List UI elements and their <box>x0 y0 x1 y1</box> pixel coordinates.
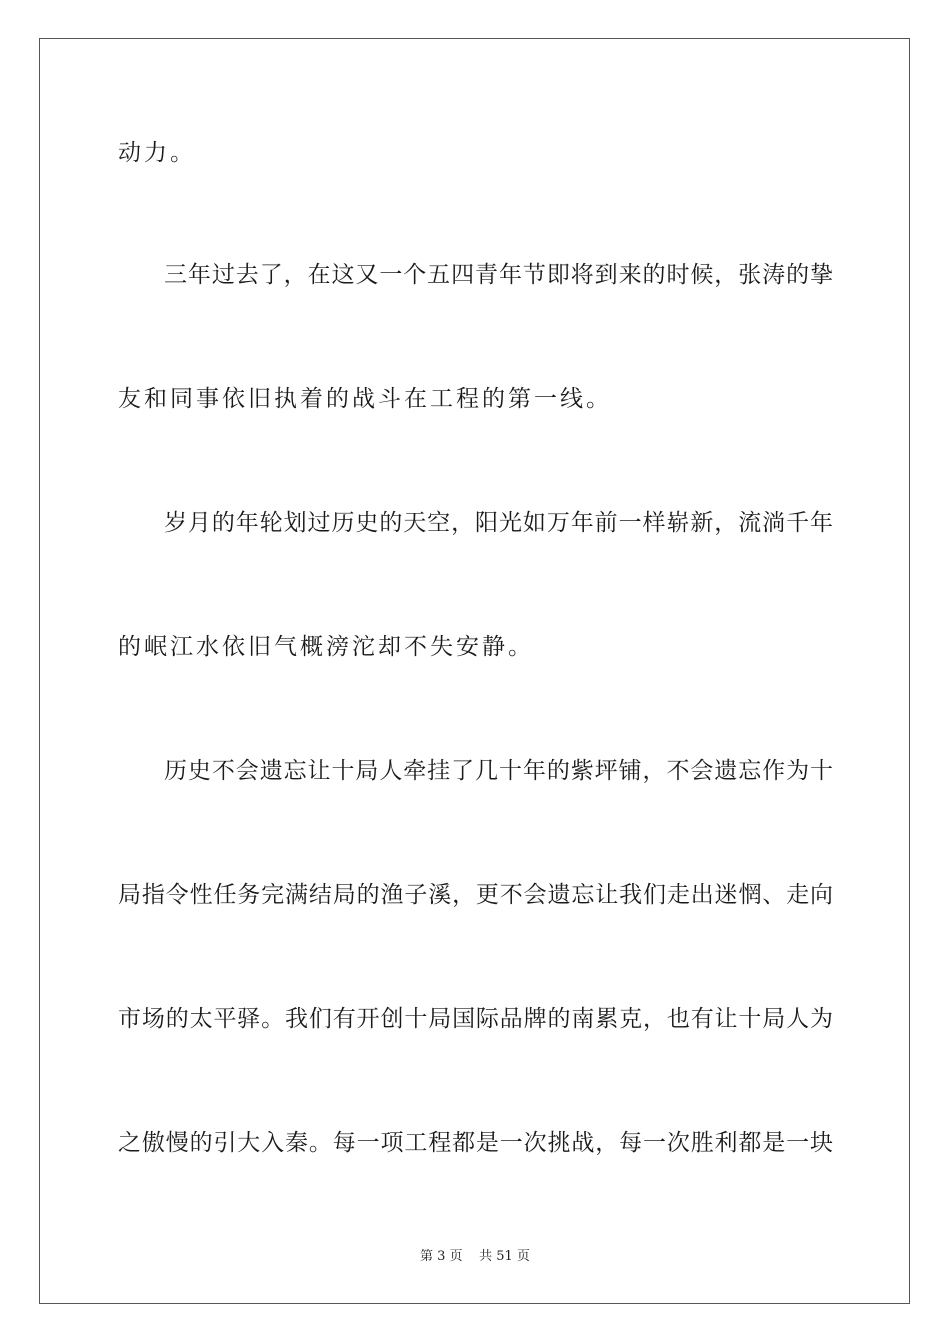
text-line-3: 友和同事依旧执着的战斗在工程的第一线。 <box>118 386 612 412</box>
page-number: 第 3 页 <box>420 1249 463 1264</box>
text-line-6: 历史不会遗忘让十局人牵挂了几十年的紫坪铺，不会遗忘作为十 <box>164 758 833 784</box>
text-line-2: 三年过去了，在这又一个五四青年节即将到来的时候，张涛的挚 <box>164 262 833 288</box>
page-border <box>39 38 910 1304</box>
total-pages: 共 51 页 <box>479 1249 530 1264</box>
text-line-1: 动力。 <box>118 140 196 166</box>
text-line-5: 的岷江水依旧气概滂沱却不失安静。 <box>118 634 534 660</box>
text-line-7: 局指令性任务完满结局的渔子溪，更不会遗忘让我们走出迷惘、走向 <box>118 882 833 908</box>
page-footer <box>0 1248 950 1266</box>
text-line-8: 市场的太平驿。我们有开创十局国际品牌的南累克，也有让十局人为 <box>118 1006 833 1032</box>
text-line-9: 之傲慢的引大入秦。每一项工程都是一次挑战，每一次胜利都是一块 <box>118 1130 833 1156</box>
text-line-4: 岁月的年轮划过历史的天空，阳光如万年前一样崭新，流淌千年 <box>164 510 833 536</box>
